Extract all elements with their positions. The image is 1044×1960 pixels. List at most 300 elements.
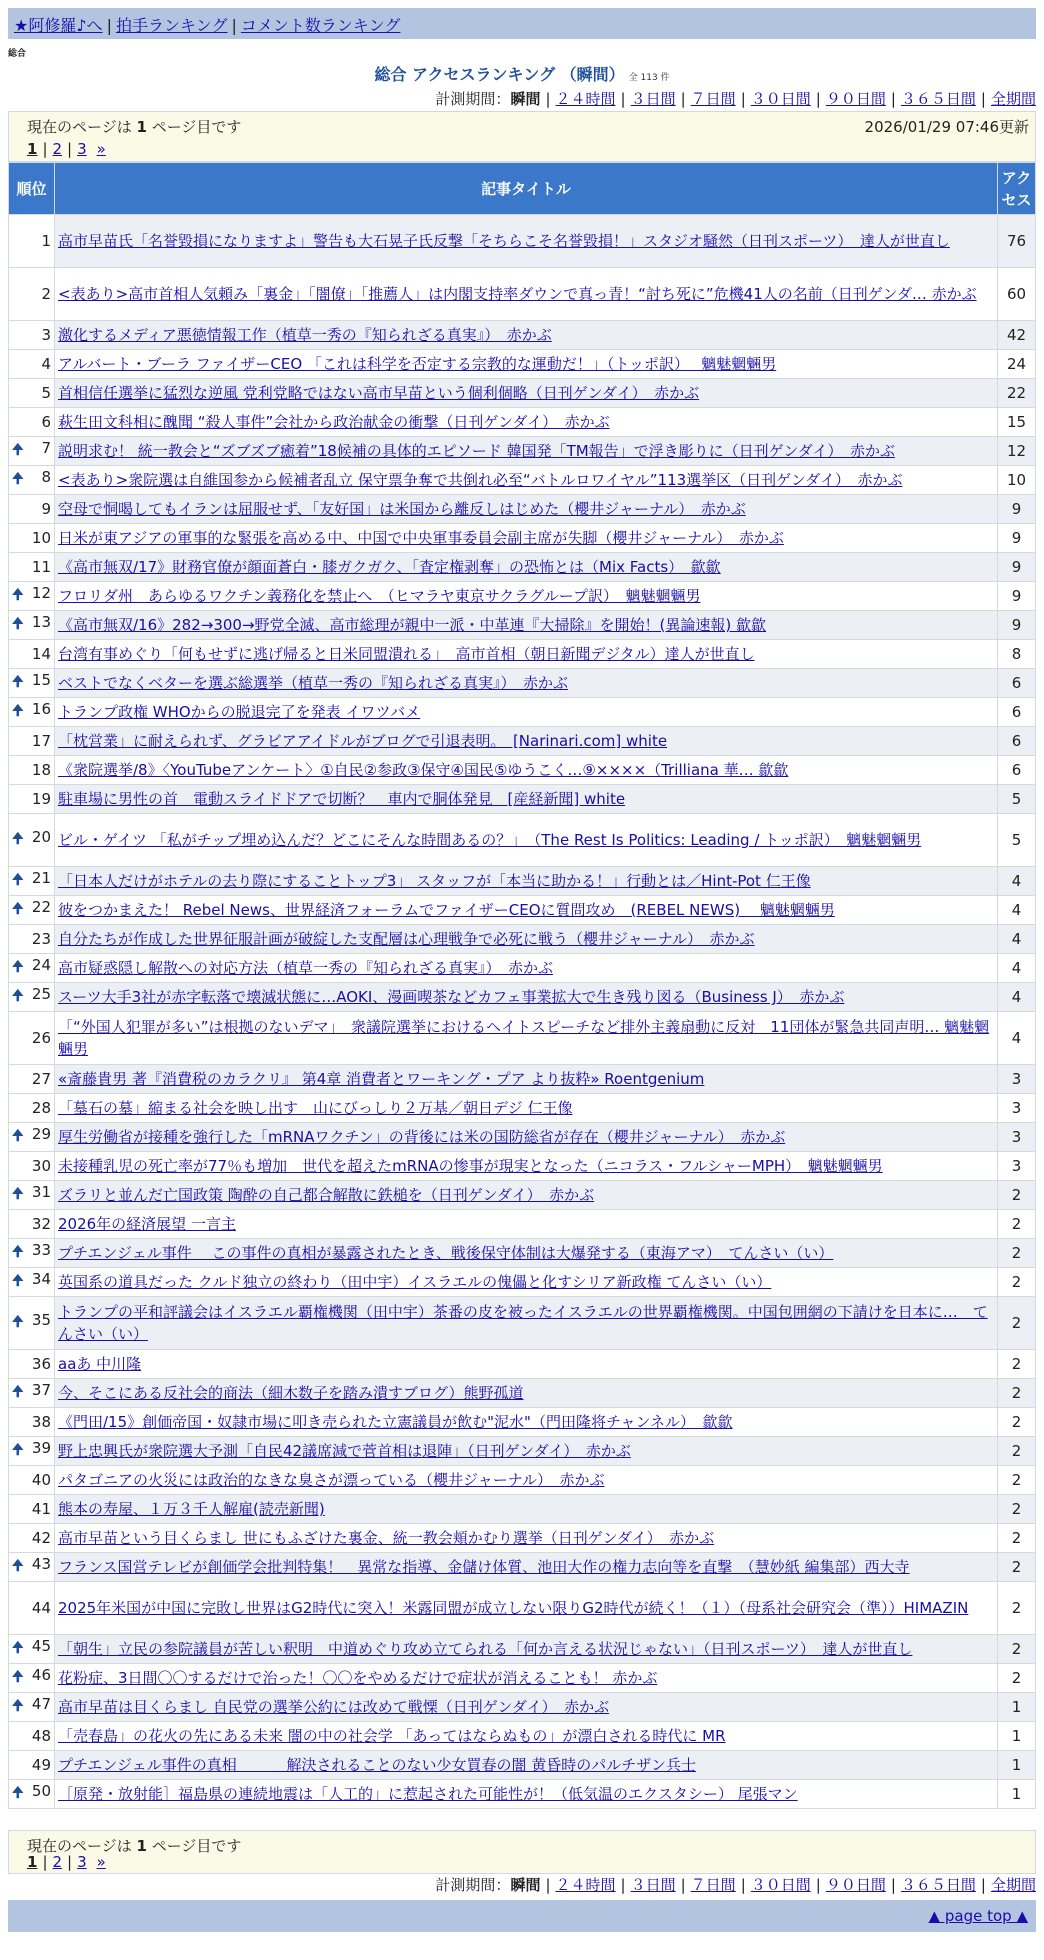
table-row bbox=[9, 1408, 1036, 1437]
access-count: 6 bbox=[998, 698, 1036, 727]
pager-page-3[interactable]: 3 bbox=[77, 140, 87, 158]
title-cell bbox=[55, 814, 998, 867]
rank-up-arrow-icon: 🠉 bbox=[12, 901, 24, 917]
article-title-link[interactable]: トランプの平和評議会はイスラエル覇権機関（田中宇）茶番の皮を被ったイスラエルの世界覇権機関。中国包囲網の下請けを日本に… てんさい（い） bbox=[58, 1303, 988, 1343]
access-count: 42 bbox=[998, 321, 1036, 350]
rank-number: 36 bbox=[31, 1355, 51, 1373]
access-count: 5 bbox=[998, 814, 1036, 867]
title-cell bbox=[55, 1379, 998, 1408]
rank-number: 38 bbox=[31, 1413, 51, 1431]
pager-page-2[interactable]: 2 bbox=[52, 1853, 63, 1871]
rank-up-arrow-icon: 🠉 bbox=[12, 988, 24, 1004]
article-title-link[interactable]: 熊本の寿屋、１万３千人解雇(読売新聞) bbox=[58, 1500, 325, 1518]
table-row bbox=[9, 553, 1036, 582]
period-7d[interactable]: ７日間 bbox=[690, 90, 736, 108]
article-title-link[interactable]: 英国系の道具だった クルド独立の終わり（田中宇）イスラエルの傀儡と化すシリア新政権 てんさい（い） bbox=[58, 1273, 772, 1291]
access-count: 2 bbox=[998, 1466, 1036, 1495]
rank-up-arrow-icon: 🠉 bbox=[12, 1314, 24, 1330]
rank-cell bbox=[9, 1268, 55, 1297]
pager-next[interactable]: » bbox=[96, 1853, 106, 1871]
rank-cell bbox=[9, 466, 55, 495]
article-title-link[interactable]: 今、そこにある反社会的商法（細木数子を踏み潰すブログ）熊野孤道 bbox=[58, 1384, 524, 1402]
article-title-link[interactable]: 高市早苗は目くらまし 自民党の選挙公約には改めて戦慄（日刊ゲンダイ） 赤かぶ bbox=[58, 1698, 610, 1716]
clap-ranking-link[interactable]: 拍手ランキング bbox=[115, 16, 228, 35]
title-cell bbox=[55, 698, 998, 727]
rank-cell bbox=[9, 1350, 55, 1379]
rank-cell bbox=[9, 785, 55, 814]
article-title-link[interactable]: プチエンジェル事件 この事件の真相が暴露されたとき、戦後保守体制は大爆発する（東海アマ） てんさい（い） bbox=[58, 1244, 834, 1262]
rank-number: 9 bbox=[41, 500, 51, 518]
rank-number: 5 bbox=[41, 384, 51, 402]
article-title-link[interactable]: パタゴニアの火災には政治的なきな臭さが漂っている（櫻井ジャーナル） 赤かぶ bbox=[58, 1471, 605, 1489]
title-cell bbox=[55, 268, 998, 321]
title-cell bbox=[55, 1152, 998, 1181]
table-row bbox=[9, 379, 1036, 408]
title-cell bbox=[55, 1350, 998, 1379]
title-cell bbox=[55, 437, 998, 466]
table-row bbox=[9, 867, 1036, 896]
rank-number: 8 bbox=[41, 468, 51, 486]
access-count: 9 bbox=[998, 553, 1036, 582]
rank-up-arrow-icon: 🠉 bbox=[12, 616, 24, 632]
rank-number: 21 bbox=[31, 869, 51, 887]
access-count: 9 bbox=[998, 524, 1036, 553]
page-info-bottom bbox=[8, 1830, 1036, 1874]
title-cell bbox=[55, 1635, 998, 1664]
table-row bbox=[9, 1379, 1036, 1408]
pager-page-3[interactable]: 3 bbox=[77, 1853, 87, 1871]
table-row bbox=[9, 785, 1036, 814]
rank-cell bbox=[9, 1297, 55, 1350]
rank-number: 41 bbox=[31, 1500, 51, 1518]
rank-cell bbox=[9, 640, 55, 669]
rank-cell bbox=[9, 1094, 55, 1123]
rank-cell bbox=[9, 1065, 55, 1094]
page-info-top bbox=[8, 111, 1036, 162]
rank-up-arrow-icon: 🠉 bbox=[12, 674, 24, 690]
article-title-link[interactable]: 激化するメディア悪徳情報工作（植草一秀の『知られざる真実』） 赤かぶ bbox=[58, 326, 552, 344]
article-title-link[interactable]: 高市早苗という目くらまし 世にもふざけた裏金、統一教会頬かむり選挙（日刊ゲンダイ） 赤かぶ bbox=[58, 1529, 715, 1547]
title-cell bbox=[55, 215, 998, 268]
pager-top: 1 | 2 | 3 » bbox=[27, 140, 106, 158]
table-row bbox=[9, 669, 1036, 698]
pager-page-2[interactable]: 2 bbox=[52, 140, 63, 158]
access-count: 2 bbox=[998, 1239, 1036, 1268]
article-title-link[interactable]: 彼をつかまえた！ Rebel News、世界経済フォーラムでファイザーCEOに質問攻め (REBEL NEWS) 魑魅魍魎男 bbox=[58, 901, 835, 919]
article-title-link[interactable]: 高市早苗氏「名誉毀損になりますよ」警告も大石晃子氏反撃「そちらこそ名誉毀損！」スタジオ騒然（日刊スポーツ） 達人が世直し bbox=[58, 232, 950, 250]
rank-number: 33 bbox=[31, 1241, 51, 1259]
rank-cell bbox=[9, 379, 55, 408]
article-title-link[interactable]: トランプ政権 WHOからの脱退完了を発表 イワツバメ bbox=[58, 703, 421, 721]
rank-up-arrow-icon: 🠉 bbox=[12, 831, 24, 847]
period-3d[interactable]: ３日間 bbox=[630, 90, 676, 108]
period-all[interactable]: 全期間 bbox=[990, 90, 1036, 108]
article-title-link[interactable]: 自分たちが作成した世界征服計画が破綻した支配層は心理戦争で必死に戦う（櫻井ジャーナル） 赤かぶ bbox=[58, 930, 755, 948]
access-count: 5 bbox=[998, 785, 1036, 814]
rank-up-arrow-icon: 🠉 bbox=[12, 1244, 24, 1260]
article-title-link[interactable]: <表あり>高市首相人気頼み「裏金」「闇僚」「推薦人」は内閣支持率ダウンで真っ青！“討ち死に”危機41人の名前（日刊ゲンダ… 赤かぶ bbox=[58, 285, 977, 303]
period-30d[interactable]: ３０日間 bbox=[750, 90, 811, 108]
rank-number: 29 bbox=[31, 1125, 51, 1143]
current-page-text-bottom: 現在のページは 1 ページ目です bbox=[27, 1837, 242, 1855]
rank-up-arrow-icon: 🠉 bbox=[12, 1640, 24, 1656]
title-cell bbox=[55, 1780, 998, 1809]
table-row bbox=[9, 925, 1036, 954]
period-24h[interactable]: ２４時間 bbox=[555, 90, 616, 108]
rank-number: 23 bbox=[31, 930, 51, 948]
article-title-link[interactable]: 日米が東アジアの軍事的な緊張を高める中、中国で中央軍事委員会副主席が失脚（櫻井ジャーナル） 赤かぶ bbox=[58, 529, 784, 547]
title-cell bbox=[55, 1210, 998, 1239]
period-selector-bottom: 計測期間：瞬間 | ２４時間 | ３日間 | ７日間 | ３０日間 | ９０日間 | ３６５日間 | 全期間 bbox=[435, 1876, 1036, 1894]
rank-number: 3 bbox=[41, 326, 51, 344]
table-row bbox=[9, 896, 1036, 925]
rank-cell bbox=[9, 1751, 55, 1780]
title-cell bbox=[55, 1693, 998, 1722]
pager-current: 1 bbox=[27, 1853, 38, 1871]
rank-number: 2 bbox=[41, 285, 51, 303]
period-all[interactable]: 全期間 bbox=[990, 1876, 1036, 1894]
rank-cell bbox=[9, 896, 55, 925]
rank-number: 28 bbox=[31, 1099, 51, 1117]
access-count: 10 bbox=[998, 466, 1036, 495]
pager-current: 1 bbox=[27, 140, 38, 158]
rank-cell bbox=[9, 524, 55, 553]
asyura-home-link[interactable]: ★阿修羅♪へ bbox=[14, 16, 103, 35]
rank-number: 14 bbox=[31, 645, 51, 663]
title-cell bbox=[55, 350, 998, 379]
period-90d[interactable]: ９０日間 bbox=[825, 90, 886, 108]
rank-up-arrow-icon: 🠉 bbox=[12, 1669, 24, 1685]
access-count: 1 bbox=[998, 1722, 1036, 1751]
rank-up-arrow-icon: 🠉 bbox=[12, 587, 24, 603]
title-cell bbox=[55, 495, 998, 524]
article-title-link[interactable]: ビル・ゲイツ 「私がチップ埋め込んだ？どこにそんな時間あるの？」 （The Rest Is Politics: Leading / トッポ訳） 魑魅魍魎男 bbox=[58, 831, 922, 849]
title-cell bbox=[55, 727, 998, 756]
article-title-link[interactable]: プチエンジェル事件の真相 解決されることのない少女買春の闇 黄昏時のパルチザン兵士 bbox=[58, 1756, 696, 1774]
table-row bbox=[9, 1152, 1036, 1181]
period-365d[interactable]: ３６５日間 bbox=[900, 1876, 976, 1894]
table-row bbox=[9, 1012, 1036, 1065]
table-row bbox=[9, 1693, 1036, 1722]
article-title-link[interactable]: 台湾有事めぐり「何もせずに逃げ帰ると日米同盟潰れる」 高市首相（朝日新聞デジタル）達人が世直し bbox=[58, 645, 755, 663]
article-title-link[interactable]: スーツ大手3社が赤字転落で壊滅状態に…AOKI、漫画喫茶などカフェ事業拡大で生き残り図る（Business J） 赤かぶ bbox=[58, 988, 845, 1006]
table-row bbox=[9, 1582, 1036, 1635]
article-title-link[interactable]: ベストでなくベターを選ぶ総選挙（植草一秀の『知られざる真実』） 赤かぶ bbox=[58, 674, 569, 692]
article-title-link[interactable]: ［原発・放射能］福島県の連続地震は「人工的」に惹起された可能性が！（低気温のエクスタシー） 尾張マン bbox=[58, 1785, 798, 1803]
article-title-link[interactable]: 「朝生」立民の参院議員が苦しい釈明 中道めぐり攻め立てられる「何か言える状況じゃない」（日刊スポーツ） 達人が世直し bbox=[58, 1640, 913, 1658]
table-row bbox=[9, 1181, 1036, 1210]
access-count: 1 bbox=[998, 1780, 1036, 1809]
access-count: 2 bbox=[998, 1350, 1036, 1379]
rank-up-arrow-icon: 🠉 bbox=[12, 1442, 24, 1458]
rank-number: 30 bbox=[31, 1157, 51, 1175]
rank-number: 31 bbox=[31, 1183, 51, 1201]
article-title-link[interactable]: 説明求む！ 統一教会と“ズブズブ癒着”18候補の具体的エピソード 韓国発「TM報告」で浮き彫りに（日刊ゲンダイ） 赤かぶ bbox=[58, 442, 895, 460]
rank-number: 15 bbox=[31, 671, 51, 689]
title-cell bbox=[55, 1495, 998, 1524]
access-count: 2 bbox=[998, 1268, 1036, 1297]
rank-cell bbox=[9, 814, 55, 867]
rank-up-arrow-icon: 🠉 bbox=[12, 1384, 24, 1400]
table-row bbox=[9, 524, 1036, 553]
period-24h[interactable]: ２４時間 bbox=[555, 1876, 616, 1894]
table-row bbox=[9, 954, 1036, 983]
table-row bbox=[9, 1065, 1036, 1094]
rank-number: 20 bbox=[31, 828, 51, 846]
rank-number: 34 bbox=[31, 1270, 51, 1288]
title-cell bbox=[55, 785, 998, 814]
article-title-link[interactable]: 野上忠興氏が衆院選大予測「自民42議席減で菅首相は退陣」（日刊ゲンダイ） 赤かぶ bbox=[58, 1442, 631, 1460]
rank-number: 16 bbox=[31, 700, 51, 718]
table-row bbox=[9, 466, 1036, 495]
access-count: 2 bbox=[998, 1210, 1036, 1239]
rank-cell bbox=[9, 495, 55, 524]
period-365d[interactable]: ３６５日間 bbox=[900, 90, 976, 108]
title-cell bbox=[55, 640, 998, 669]
table-row bbox=[9, 582, 1036, 611]
article-title-link[interactable]: 首相信任選挙に猛烈な逆風 党利党略ではない高市早苗という個利個略（日刊ゲンダイ） 赤かぶ bbox=[58, 384, 700, 402]
article-title-link[interactable]: 厚生労働省が接種を強行した「mRNAワクチン」の背後には米の国防総省が存在（櫻井ジャーナル） 赤かぶ bbox=[58, 1128, 786, 1146]
rank-up-arrow-icon: 🠉 bbox=[12, 1186, 24, 1202]
table-row bbox=[9, 1210, 1036, 1239]
title-cell bbox=[55, 408, 998, 437]
access-count: 3 bbox=[998, 1152, 1036, 1181]
title-cell bbox=[55, 582, 998, 611]
rank-cell bbox=[9, 1408, 55, 1437]
rank-number: 42 bbox=[31, 1529, 51, 1547]
article-title-link[interactable]: ズラリと並んだ亡国政策 陶酔の自己都合解散に鉄槌を（日刊ゲンダイ） 赤かぶ bbox=[58, 1186, 595, 1204]
rank-up-arrow-icon: 🠉 bbox=[12, 1128, 24, 1144]
article-title-link[interactable]: 《衆院選挙/8》〈YouTubeアンケート〉①自民②参政③保守④国民⑤ゆうこく…⑨××××（Trilliana 華… 歙歙 bbox=[58, 761, 789, 779]
table-row bbox=[9, 1466, 1036, 1495]
access-count: 1 bbox=[998, 1693, 1036, 1722]
comment-ranking-link[interactable]: コメント数ランキング bbox=[240, 16, 401, 35]
period-3d[interactable]: ３日間 bbox=[630, 1876, 676, 1894]
table-row bbox=[9, 408, 1036, 437]
access-count: 15 bbox=[998, 408, 1036, 437]
rank-cell bbox=[9, 1582, 55, 1635]
access-count: 22 bbox=[998, 379, 1036, 408]
rank-up-arrow-icon: 🠉 bbox=[12, 959, 24, 975]
article-title-link[interactable]: 《高市無双/16》282→300→野党全滅、高市総理が親中一派・中革連『大掃除』を開始！(異論速報) 歙歙 bbox=[58, 616, 767, 634]
article-title-link[interactable]: «斎藤貴男 著『消費税のカラクリ』 第4章 消費者とワーキング・プア より抜粋» Roentgenium bbox=[58, 1070, 705, 1088]
period-90d[interactable]: ９０日間 bbox=[825, 1876, 886, 1894]
title-cell bbox=[55, 756, 998, 785]
article-title-link[interactable]: 2026年の経済展望 一言主 bbox=[58, 1215, 236, 1233]
article-title-link[interactable]: 萩生田文科相に醜聞 “殺人事件”会社から政治献金の衝撃（日刊ゲンダイ） 赤かぶ bbox=[58, 413, 610, 431]
table-row bbox=[9, 495, 1036, 524]
rank-number: 17 bbox=[31, 732, 51, 750]
title-cell bbox=[55, 1553, 998, 1582]
title-cell bbox=[55, 1012, 998, 1065]
rank-number: 22 bbox=[31, 898, 51, 916]
access-count: 6 bbox=[998, 727, 1036, 756]
title-cell bbox=[55, 321, 998, 350]
table-row bbox=[9, 1437, 1036, 1466]
rank-cell bbox=[9, 408, 55, 437]
access-count: 9 bbox=[998, 495, 1036, 524]
article-title-link[interactable]: 《門田/15》創価帝国・奴隷市場に叩き売られた立憲議員が飲む"泥水"（門田隆将チャンネル） 歙歙 bbox=[58, 1413, 733, 1431]
access-count: 60 bbox=[998, 268, 1036, 321]
rank-up-arrow-icon: 🠉 bbox=[12, 703, 24, 719]
access-column-header: アクセス bbox=[998, 163, 1036, 215]
rank-cell bbox=[9, 1495, 55, 1524]
rank-cell bbox=[9, 867, 55, 896]
rank-cell bbox=[9, 1152, 55, 1181]
rank-cell bbox=[9, 1780, 55, 1809]
table-row bbox=[9, 1123, 1036, 1152]
access-count: 4 bbox=[998, 896, 1036, 925]
period-30d[interactable]: ３０日間 bbox=[750, 1876, 811, 1894]
rank-number: 13 bbox=[31, 613, 51, 631]
article-title-link[interactable]: <表あり>衆院選は自維国参から候補者乱立 保守票争奪で共倒れ必至“バトルロワイヤル”113選挙区（日刊ゲンダイ） 赤かぶ bbox=[58, 471, 903, 489]
total-count: 全 113 件 bbox=[628, 73, 670, 83]
title-cell bbox=[55, 611, 998, 640]
access-count: 4 bbox=[998, 925, 1036, 954]
title-cell bbox=[55, 1437, 998, 1466]
table-row bbox=[9, 756, 1036, 785]
table-row bbox=[9, 437, 1036, 466]
access-count: 2 bbox=[998, 1297, 1036, 1350]
table-row bbox=[9, 1524, 1036, 1553]
rank-cell bbox=[9, 1664, 55, 1693]
rank-cell bbox=[9, 1210, 55, 1239]
article-title-link[interactable]: 駐車場に男性の首 電動スライドドアで切断？ 車内で胴体発見 [産経新聞] white bbox=[58, 790, 626, 808]
access-count: 2 bbox=[998, 1524, 1036, 1553]
article-title-link[interactable]: 「売春島」の花火の先にある未来 闇の中の社会学 「あってはならぬもの」が漂白される時代に MR bbox=[58, 1727, 726, 1745]
rank-up-arrow-icon: 🠉 bbox=[12, 872, 24, 888]
access-count: 3 bbox=[998, 1065, 1036, 1094]
title-cell bbox=[55, 1297, 998, 1350]
rank-cell bbox=[9, 1553, 55, 1582]
title-cell bbox=[55, 1582, 998, 1635]
access-count: 4 bbox=[998, 867, 1036, 896]
rank-cell bbox=[9, 582, 55, 611]
title-cell bbox=[55, 1123, 998, 1152]
rank-number: 40 bbox=[31, 1471, 51, 1489]
rank-cell bbox=[9, 553, 55, 582]
table-row bbox=[9, 983, 1036, 1012]
rank-number: 6 bbox=[41, 413, 51, 431]
title-cell bbox=[55, 1094, 998, 1123]
article-title-link[interactable]: 2025年米国が中国に完敗し世界はG2時代に突入！米露同盟が成立しない限りG2時代が続く！（１）（母系社会研究会（準））HIMAZIN bbox=[58, 1599, 969, 1617]
ranking-rows bbox=[9, 215, 1036, 1809]
rank-up-arrow-icon: 🠉 bbox=[12, 1273, 24, 1289]
ranking-table bbox=[8, 162, 1036, 1809]
bottom-bar bbox=[8, 1900, 1036, 1932]
rank-cell bbox=[9, 268, 55, 321]
article-title-link[interactable]: 「日本人だけがホテルの去り際にすることトップ3」 スタッフが「本当に助かる！」行動とは／Hint-Pot 仁王像 bbox=[58, 872, 811, 890]
access-count: 24 bbox=[998, 350, 1036, 379]
rank-number: 47 bbox=[31, 1695, 51, 1713]
title-cell bbox=[55, 553, 998, 582]
period-selector-top: 計測期間：瞬間 | ２４時間 | ３日間 | ７日間 | ３０日間 | ９０日間 | ３６５日間 | 全期間 bbox=[435, 90, 1036, 108]
rank-cell bbox=[9, 954, 55, 983]
table-row bbox=[9, 611, 1036, 640]
rank-number: 4 bbox=[41, 355, 51, 373]
period-7d[interactable]: ７日間 bbox=[690, 1876, 736, 1894]
access-count: 2 bbox=[998, 1437, 1036, 1466]
rank-number: 19 bbox=[31, 790, 51, 808]
table-row bbox=[9, 1495, 1036, 1524]
title-cell bbox=[55, 1524, 998, 1553]
rank-cell bbox=[9, 756, 55, 785]
article-title-link[interactable]: 「枕営業」に耐えられず、グラビアアイドルがブログで引退表明。 [Narinari.com] white bbox=[58, 732, 668, 750]
rank-cell bbox=[9, 1012, 55, 1065]
title-cell bbox=[55, 669, 998, 698]
rank-cell bbox=[9, 1635, 55, 1664]
title-cell bbox=[55, 466, 998, 495]
rank-cell bbox=[9, 1722, 55, 1751]
table-row bbox=[9, 727, 1036, 756]
access-count: 9 bbox=[998, 611, 1036, 640]
rank-cell bbox=[9, 321, 55, 350]
pager-bottom: 1 | 2 | 3 » bbox=[27, 1853, 106, 1871]
title-cell bbox=[55, 925, 998, 954]
article-title-link[interactable]: 花粉症、3日間〇〇するだけで治った！〇〇をやめるだけで症状が消えることも！ 赤かぶ bbox=[58, 1669, 658, 1687]
article-title-link[interactable]: 未接種乳児の死亡率が77％も増加 世代を超えたmRNAの惨事が現実となった（ニコラス・フルシャーMPH） 魑魅魍魎男 bbox=[58, 1157, 883, 1175]
article-title-link[interactable]: フロリダ州 あらゆるワクチン義務化を禁止へ （ヒマラヤ東京サクラグループ訳） 魑魅魍魎男 bbox=[58, 587, 701, 605]
page-title-text: 総合 アクセスランキング （瞬間） bbox=[374, 65, 625, 84]
title-cell bbox=[55, 867, 998, 896]
title-cell bbox=[55, 1664, 998, 1693]
article-title-link[interactable]: フランス国営テレビが創価学会批判特集！ 異常な指導、金儲け体質、池田大作の権力志向等を直撃 （慧妙紙 編集部）西大寺 bbox=[58, 1558, 910, 1576]
access-count: 2 bbox=[998, 1635, 1036, 1664]
table-row bbox=[9, 1268, 1036, 1297]
table-row bbox=[9, 1635, 1036, 1664]
title-cell bbox=[55, 1466, 998, 1495]
rank-number: 44 bbox=[31, 1599, 51, 1617]
page-top-link[interactable]: ▲ page top ▲ bbox=[928, 1907, 1028, 1925]
article-title-link[interactable]: 空母で恫喝してもイランは屈服せず、「友好国」は米国から離反しはじめた（櫻井ジャーナル） 赤かぶ bbox=[58, 500, 746, 518]
rank-cell bbox=[9, 1524, 55, 1553]
rank-number: 39 bbox=[31, 1439, 51, 1457]
access-count: 3 bbox=[998, 1123, 1036, 1152]
article-title-link[interactable]: アルバート・ブーラ ファイザーCEO 「これは科学を否定する宗教的な運動だ！」（トッポ訳） 魑魅魍魎男 bbox=[58, 355, 777, 373]
access-count: 2 bbox=[998, 1495, 1036, 1524]
title-cell bbox=[55, 1065, 998, 1094]
rank-number: 50 bbox=[31, 1782, 51, 1800]
rank-number: 25 bbox=[31, 985, 51, 1003]
rank-up-arrow-icon: 🠉 bbox=[12, 442, 24, 458]
rank-cell bbox=[9, 669, 55, 698]
article-title-link[interactable]: 高市疑惑隠し解散への対応方法（植草一秀の『知られざる真実』） 赤かぶ bbox=[58, 959, 554, 977]
table-row bbox=[9, 321, 1036, 350]
access-count: 2 bbox=[998, 1408, 1036, 1437]
pager-next[interactable]: » bbox=[96, 140, 106, 158]
table-row bbox=[9, 814, 1036, 867]
article-title-link[interactable]: aaあ 中川隆 bbox=[58, 1355, 142, 1373]
rank-number: 43 bbox=[31, 1555, 51, 1573]
article-title-link[interactable]: 「“外国人犯罪が多い”は根拠のないデマ」 衆議院選挙におけるヘイトスピーチなど排外主義扇動に反対 11団体が緊急共同声明… 魑魅魍魎男 bbox=[58, 1018, 990, 1058]
rank-cell bbox=[9, 925, 55, 954]
rank-number: 49 bbox=[31, 1756, 51, 1774]
title-cell bbox=[55, 524, 998, 553]
rank-up-arrow-icon: 🠉 bbox=[12, 1558, 24, 1574]
access-count: 8 bbox=[998, 640, 1036, 669]
title-column-header: 記事タイトル bbox=[55, 163, 998, 215]
rank-cell bbox=[9, 727, 55, 756]
current-page-text: 現在のページは 1 ページ目です bbox=[27, 118, 242, 136]
title-cell bbox=[55, 896, 998, 925]
access-count: 2 bbox=[998, 1664, 1036, 1693]
rank-cell bbox=[9, 1239, 55, 1268]
article-title-link[interactable]: 《高市無双/17》財務官僚が顔面蒼白・膝ガクガク、「査定権剥奪」の恐怖とは（Mix Facts） 歙歙 bbox=[58, 558, 721, 576]
rank-number: 24 bbox=[31, 956, 51, 974]
rank-cell bbox=[9, 350, 55, 379]
access-count: 9 bbox=[998, 582, 1036, 611]
article-title-link[interactable]: 「墓石の墓」縮まる社会を映し出す 山にびっしり２万基／朝日デジ 仁王像 bbox=[58, 1099, 573, 1117]
